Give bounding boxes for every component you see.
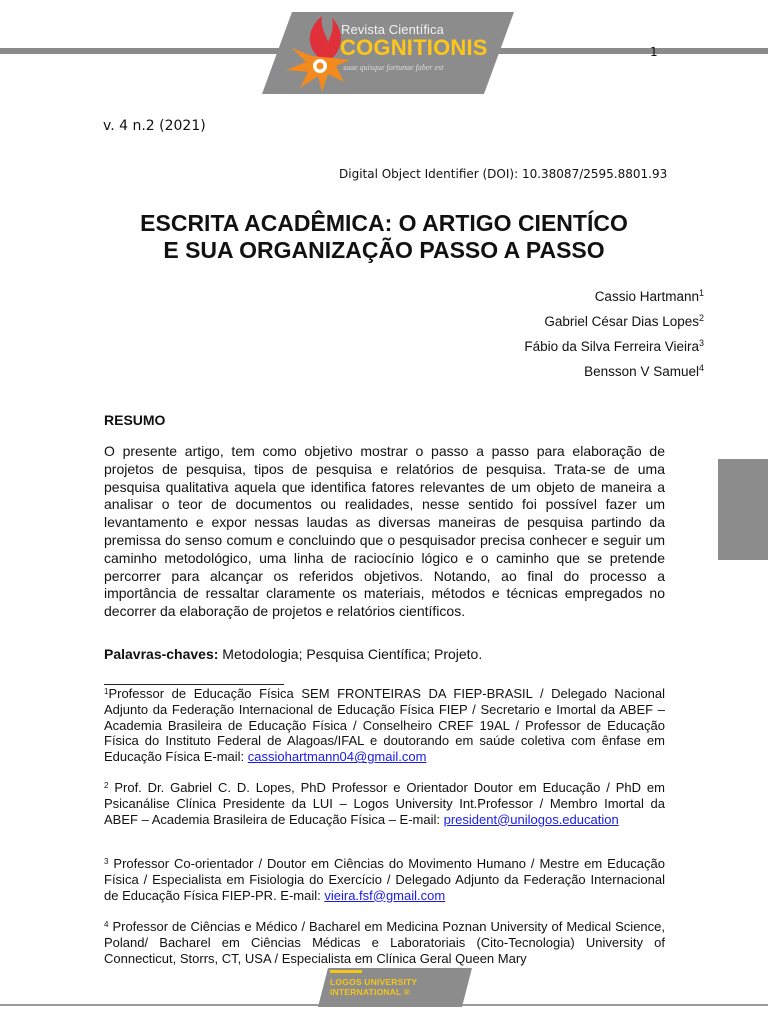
author: Fábio da Silva Ferreira Vieira$^3$: [524, 338, 704, 354]
footnote-3: $^3$ Professor Co-orientador / Doutor em Ciências do Movimento Humano / Mestre em Educação Física / Especialista em Fisiologia do Exercício / Delegado Adjunto da Federação Internacional de Educação Física FIEP-PR. E-mail: vieira.fsf@gmail.com: [104, 856, 665, 903]
email-link[interactable]: president@unilogos.education: [443, 811, 619, 827]
author: Cassio Hartmann$^1$: [594, 288, 704, 304]
paper-title: [90, 210, 678, 264]
footnote-2: $^2$ Prof. Dr. Gabriel C. D. Lopes, PhD Professor e Orientador Doutor em Educação / PhD em Psicanálise Clínica Presidente da LUI – Logos University Int.Professor / Membro Imortal da ABEF – Academia Brasileira de Educação Física – E-mail: president@unilogos.education: [104, 780, 665, 827]
doi: Digital Object Identifier (DOI): 10.38087/2595.8801.93: [339, 167, 668, 181]
email-link[interactable]: vieira.fsf@gmail.com: [324, 887, 446, 903]
side-tab: [718, 459, 768, 560]
title-line-2: E SUA ORGANIZAÇÃO PASSO A PASSO: [163, 237, 605, 263]
keywords-label: Palavras-chaves:: [104, 646, 219, 662]
volume-issue: v. 4 n.2 (2021): [103, 118, 206, 134]
keywords: [104, 646, 482, 662]
footer-mark: [330, 970, 362, 973]
keywords-text: Metodologia; Pesquisa Científica; Projeto.: [218, 646, 483, 662]
footer-university: LOGOS UNIVERSITY INTERNATIONAL ®: [330, 977, 418, 997]
abstract-text: O presente artigo, tem como objetivo mostrar o passo a passo para elaboração de projetos de pesquisa, tipos de pesquisa e relatórios de pesquisa. Trata-se de uma pesquisa qualitativa aquela que identifica fatores relevantes de um objeto de maneira a analisar o teor de documentos ou realidades, nesse sentido foi possível fazer um levantamento e expor nessas laudas as diversas maneiras de pesquisa partindo da premissa do senso comum e concluindo que o pesquisador precisa conhecer e seguir um caminho metodológico, uma linha de raciocínio lógico e o caminho que se pretende percorrer para alcançar os referidos objetivos. Notando, ao final do processo a importância de ressaltar claramente os materiais, métodos e técnicas empregados no decorrer da elaboração de projetos e relatórios científicos.: [104, 443, 665, 620]
author: Bensson V Samuel$^4$: [584, 363, 704, 379]
footnote-4: $^4$ Professor de Ciências e Médico / Bacharel em Medicina Poznan University of Medical Science, Poland/ Bacharel em Ciências Médicas e Laboratoriais (Cito-Tecnologia) University of Connecticut, Storrs, CT, USA / Especialista em Clínica Geral Queen Mary: [104, 919, 665, 966]
journal-name: COGNITIONIS: [340, 35, 488, 60]
author-list: [524, 284, 704, 384]
author: Gabriel César Dias Lopes$^2$: [544, 313, 704, 329]
page-number: 1: [650, 45, 658, 59]
title-line-1: ESCRITA ACADÊMICA: O ARTIGO CIENTÍCO: [140, 210, 628, 236]
email-link[interactable]: cassiohartmann04@gmail.com: [247, 749, 427, 765]
journal-subtitle: Revista Científica: [341, 22, 444, 37]
footnote-1: $^1$Professor de Educação Física SEM FRONTEIRAS DA FIEP-BRASIL / Delegado Nacional Adjunto da Federação Internacional de Educação Física FIEP / Secretario e Imortal da ABEF – Academia Brasileira de Educação Física / Conselheiro CREF 19AL / Professor de Educação Física do Instituto Federal de Alagoas/IFAL e doutorando em saúde coletiva com ênfase em Educação Física E-mail: cassiohartmann04@gmail.com: [104, 686, 665, 765]
journal-motto: suae quisque fortunae faber est: [343, 63, 444, 72]
footnote-separator: [104, 684, 284, 685]
abstract-heading: RESUMO: [104, 412, 166, 428]
